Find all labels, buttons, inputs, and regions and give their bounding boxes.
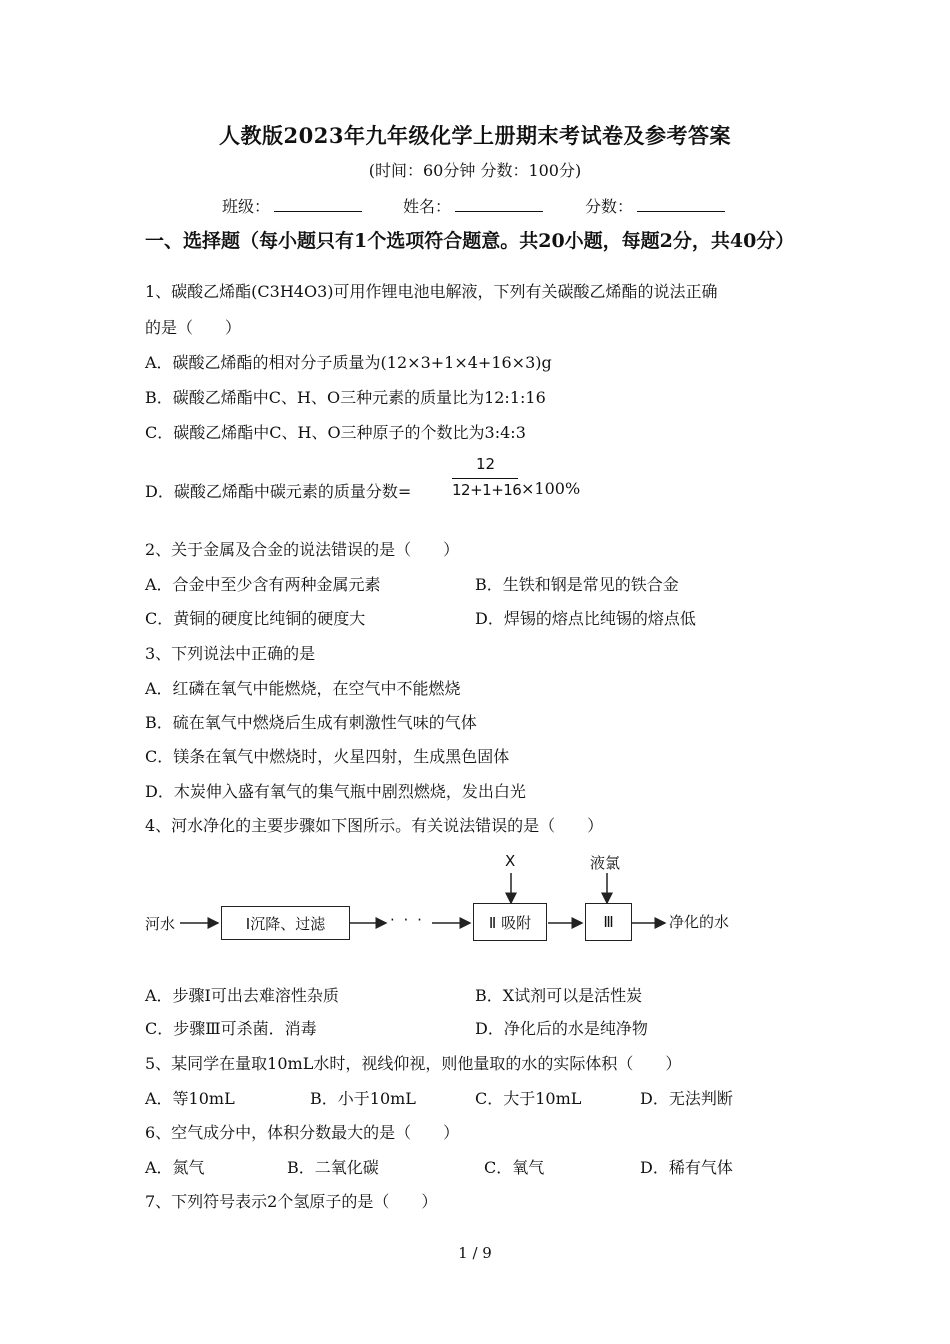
name-field (403, 194, 543, 217)
q1-option-a: A．碳酸乙烯酯的相对分子质量为(12×3+1×4+16×3)g (145, 353, 552, 372)
name-blank (455, 197, 543, 212)
diagram-dots: · · · (390, 911, 424, 929)
q1-option-d-suffix: ×100% (521, 479, 581, 498)
diagram-input-chlorine: 液氯 (590, 854, 621, 872)
exam-subtitle: (时间：60分钟 分数：100分) (368, 161, 582, 180)
q1-fraction-bar (452, 478, 518, 479)
diagram-input-x: X (505, 852, 516, 870)
q4-option-c: C．步骤Ⅲ可杀菌．消毒 (145, 1019, 317, 1038)
q2-option-d: D．焊锡的熔点比纯锡的熔点低 (475, 609, 696, 628)
score-field (585, 194, 725, 217)
q6-option-a: A．氮气 (145, 1158, 205, 1177)
q6-stem: 6、空气成分中，体积分数最大的是（ ） (145, 1123, 460, 1142)
q5-option-c: C．大于10mL (475, 1089, 582, 1108)
q4-stem: 4、河水净化的主要步骤如下图所示。有关说法错误的是（ ） (145, 816, 604, 835)
diagram-step3-label: Ⅲ (603, 913, 614, 931)
q5-option-a: A．等10mL (145, 1089, 235, 1108)
class-field (222, 194, 362, 217)
q3-option-a: A．红磷在氧气中能燃烧，在空气中不能燃烧 (145, 679, 461, 698)
q3-option-c: C．镁条在氧气中燃烧时，火星四射，生成黑色固体 (145, 747, 510, 766)
name-label: 姓名： (403, 197, 452, 216)
q3-option-b: B．硫在氧气中燃烧后生成有刺激性气味的气体 (145, 713, 477, 732)
diagram-step2-box (473, 903, 547, 941)
q2-option-b: B．生铁和钢是常见的铁合金 (475, 575, 679, 594)
diagram-output-label: 净化的水 (669, 913, 730, 931)
score-blank (637, 197, 725, 212)
q2-option-a: A．合金中至少含有两种金属元素 (145, 575, 381, 594)
q5-option-d: D．无法判断 (640, 1089, 733, 1108)
diagram-source-label: 河水 (145, 915, 176, 933)
score-label: 分数： (585, 197, 634, 216)
page-title: 人教版2023年九年级化学上册期末考试卷及参考答案 (219, 123, 731, 148)
q4-option-d: D．净化后的水是纯净物 (475, 1019, 648, 1038)
q2-option-c: C．黄铜的硬度比纯铜的硬度大 (145, 609, 366, 628)
q4-option-b: B．X试剂可以是活性炭 (475, 986, 643, 1005)
q3-stem: 3、下列说法中正确的是 (145, 644, 316, 663)
q1-option-b: B．碳酸乙烯酯中C、H、O三种元素的质量比为12:1:16 (145, 388, 546, 407)
q1-option-c: C．碳酸乙烯酯中C、H、O三种原子的个数比为3:4:3 (145, 423, 526, 442)
class-blank (274, 197, 362, 212)
q1-fraction-denominator: 12+1+16 (452, 481, 522, 499)
section-heading: 一、选择题（每小题只有1个选项符合题意。共20小题，每题2分，共40分） (145, 230, 795, 252)
q6-option-b: B．二氧化碳 (287, 1158, 379, 1177)
q5-option-b: B．小于10mL (310, 1089, 416, 1108)
diagram-step1-label: Ⅰ沉降、过滤 (245, 914, 326, 933)
diagram-step2-label: Ⅱ 吸附 (488, 913, 532, 932)
q1-fraction-numerator: 12 (476, 455, 496, 473)
page-number: 1 / 9 (458, 1244, 492, 1262)
q7-stem: 7、下列符号表示2个氢原子的是（ ） (145, 1192, 438, 1211)
q2-stem: 2、关于金属及合金的说法错误的是（ ） (145, 540, 460, 559)
q5-stem: 5、某同学在量取10mL水时，视线仰视，则他量取的水的实际体积（ ） (145, 1054, 682, 1073)
class-label: 班级： (222, 197, 271, 216)
q4-option-a: A．步骤Ⅰ可出去难溶性杂质 (145, 986, 339, 1005)
diagram-step1-box (221, 906, 350, 940)
water-purification-diagram (0, 840, 950, 960)
q6-option-d: D．稀有气体 (640, 1158, 733, 1177)
diagram-step3-box (585, 903, 632, 941)
q3-option-d: D．木炭伸入盛有氧气的集气瓶中剧烈燃烧，发出白光 (145, 782, 526, 801)
q1-stem-line1: 1、碳酸乙烯酯(C3H4O3)可用作锂电池电解液，下列有关碳酸乙烯酯的说法正确 (145, 282, 718, 301)
q1-option-d: D．碳酸乙烯酯中碳元素的质量分数= (145, 482, 412, 501)
q6-option-c: C．氧气 (484, 1158, 545, 1177)
q1-stem-line2: 的是（ ） (145, 318, 242, 337)
